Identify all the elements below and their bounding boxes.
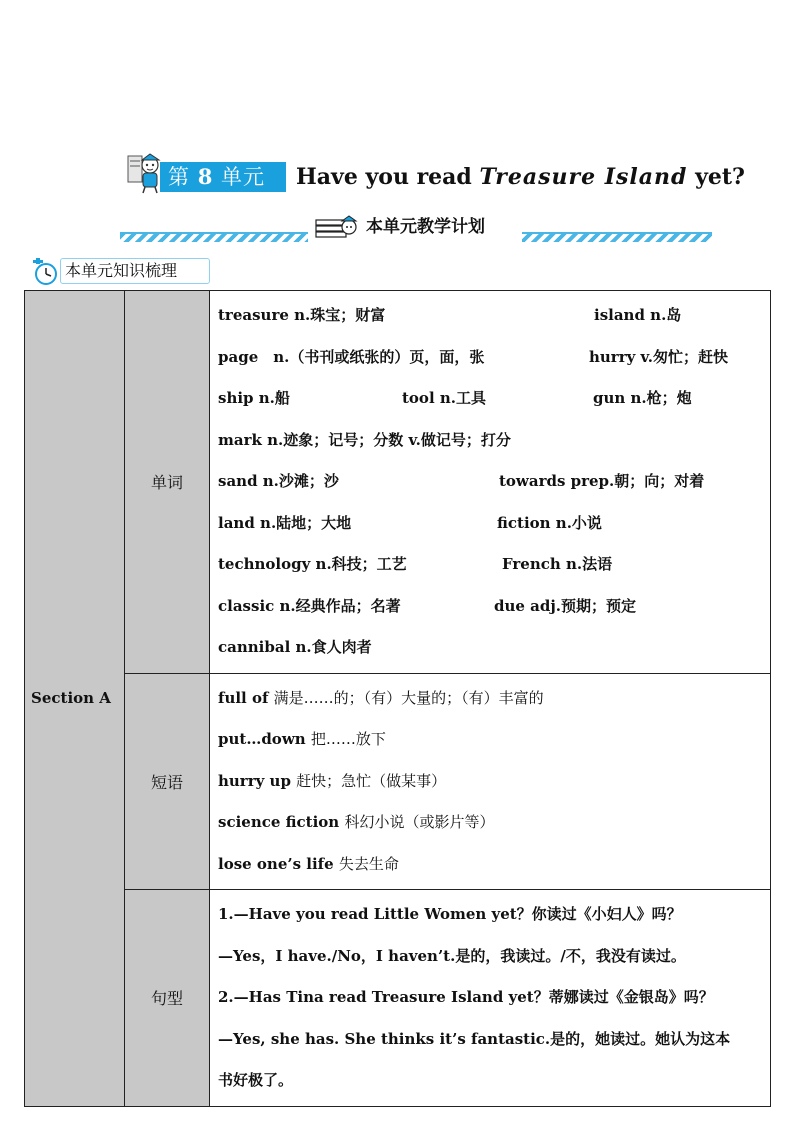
sentences-cell — [210, 890, 771, 1107]
category-sentences: 句型 — [125, 890, 210, 1107]
category-vocab: 单词 — [125, 291, 210, 674]
vocab-item: treasure n.珠宝；财富 — [218, 306, 386, 324]
phrase-line — [218, 802, 762, 844]
unit-title — [296, 162, 745, 192]
vocab-item: hurry v.匆忙；赶快 — [589, 347, 728, 366]
title-before: Have you read — [296, 164, 480, 190]
unit-prefix: 第 — [168, 165, 190, 189]
books-icon — [314, 214, 358, 240]
vocab-row — [218, 461, 762, 503]
knowledge-table — [24, 290, 771, 1107]
knowledge-heading — [30, 256, 214, 286]
phrase-en: full of — [218, 688, 274, 707]
vocab-item: towards prep.朝；向；对着 — [499, 472, 705, 490]
section-label: Section A — [25, 291, 125, 1107]
vocab-item: page n.（书刊或纸张的）页，面，张 — [218, 347, 485, 366]
phrase-zh: 失去生命 — [338, 854, 399, 873]
vocab-item: island n.岛 — [594, 306, 682, 324]
vocab-cell — [210, 291, 771, 674]
vocab-row — [218, 378, 762, 420]
phrase-zh: 科幻小说（或影片等） — [344, 813, 495, 831]
vocab-row — [218, 295, 762, 337]
clock-icon — [30, 256, 62, 286]
table-row-vocab — [25, 291, 771, 674]
unit-number: 8 — [197, 164, 214, 189]
title-italic: Treasure Island — [479, 164, 688, 190]
phrase-line — [218, 844, 762, 886]
sentence-line: 2.—Has Tina read Treasure Island yet？蒂娜读过《金银岛》吗？ — [218, 988, 714, 1006]
vocab-row — [218, 586, 762, 628]
vocab-item: fiction n.小说 — [497, 513, 602, 532]
phrase-zh: 把……放下 — [310, 730, 386, 748]
table-row-sentences — [25, 890, 771, 1107]
table-row-phrases — [25, 673, 771, 890]
phrase-en: science fiction — [218, 813, 345, 831]
phrase-line — [218, 678, 762, 720]
plan-banner — [308, 212, 522, 242]
vocab-item: due adj.预期；预定 — [494, 596, 637, 615]
unit-badge — [160, 162, 286, 192]
vocab-item: land n.陆地；大地 — [218, 513, 352, 532]
phrase-en: lose one’s life — [218, 854, 339, 873]
category-phrases: 短语 — [125, 673, 210, 890]
vocab-item: technology n.科技；工艺 — [218, 555, 407, 573]
phrase-line — [218, 761, 762, 803]
sentence-line: 书好极了。 — [218, 1071, 294, 1089]
phrase-en: put…down — [218, 730, 311, 748]
knowledge-title: 本单元知识梳理 — [60, 258, 210, 284]
phrase-zh: 满是……的；（有）大量的；（有）丰富的 — [273, 688, 544, 707]
vocab-row — [218, 337, 762, 379]
vocab-row — [218, 544, 762, 586]
title-after: yet? — [687, 164, 745, 190]
vocab-row — [218, 627, 762, 669]
vocab-item: sand n.沙滩；沙 — [218, 472, 339, 490]
vocab-item: tool n.工具 — [402, 389, 486, 407]
mascot-icon — [126, 152, 164, 194]
unit-suffix: 单元 — [221, 165, 265, 189]
vocab-item: ship n.船 — [218, 389, 290, 407]
vocab-item: French n.法语 — [502, 555, 613, 573]
phrase-en: hurry up — [218, 771, 297, 790]
vocab-item: classic n.经典作品；名著 — [218, 596, 401, 615]
unit-header — [126, 150, 745, 196]
plan-title: 本单元教学计划 — [366, 217, 485, 237]
phrase-zh: 赶快；急忙（做某事） — [296, 771, 447, 790]
sentence-line: 1.—Have you read Little Women yet？你读过《小妇人》吗？ — [218, 905, 682, 923]
vocab-row — [218, 420, 762, 462]
vocab-item: cannibal n.食人肉者 — [218, 638, 372, 656]
phrase-line — [218, 719, 762, 761]
sentence-line: —Yes，I have./No，I haven’t.是的，我读过。/不，我没有读过。 — [218, 946, 686, 965]
vocab-item: gun n.枪；炮 — [593, 389, 692, 407]
vocab-item: mark n.迹象；记号；分数 v.做记号；打分 — [218, 430, 511, 449]
phrases-cell — [210, 673, 771, 890]
sentence-line: —Yes, she has. She thinks it’s fantastic.是的，她读过。她认为这本 — [218, 1029, 731, 1048]
vocab-row — [218, 503, 762, 545]
